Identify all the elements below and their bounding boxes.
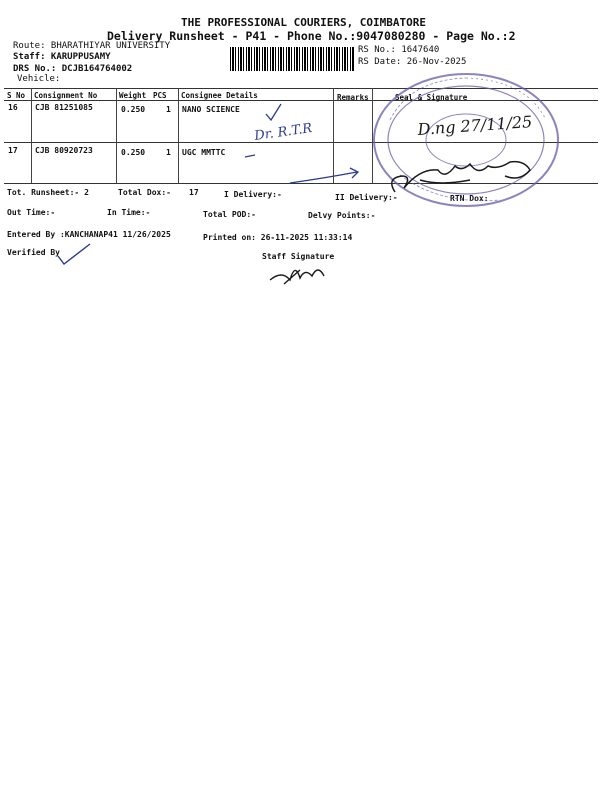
verified-by: Verified By — [7, 248, 60, 257]
row1-signature — [266, 104, 281, 120]
cell-weight: 0.250 — [121, 105, 146, 114]
delvy-points: Delvy Points:- — [308, 211, 376, 220]
rs-date: RS Date: 26-Nov-2025 — [358, 57, 467, 67]
staff-signature-scribble — [270, 270, 324, 284]
in-time: In Time:- — [107, 208, 151, 217]
entered-by: Entered By :KANCHANAP41 11/26/2025 — [7, 230, 171, 239]
printed-on: Printed on: 26-11-2025 11:33:14 — [203, 233, 353, 242]
cell-sno: 16 — [8, 103, 18, 112]
th-consignment: Consignment No — [34, 91, 98, 100]
cell-pcs: 1 — [166, 148, 171, 157]
total-dox-value: 17 — [189, 188, 199, 197]
row1-handwritten-name: Dr. R.T.R — [253, 121, 314, 144]
drs-number: DRS No.: DCJB164764002 — [13, 64, 133, 74]
seal-stamp — [374, 74, 558, 206]
staff-signature-label: Staff Signature — [262, 252, 335, 261]
runsheet-subtitle: Delivery Runsheet - P41 - Phone No.:9047080280 - Page No.:2 — [107, 29, 516, 43]
th-pcs: PCS — [153, 91, 167, 100]
vehicle-text: Vehicle: — [17, 74, 61, 84]
tot-runsheet: Tot. Runsheet:- 2 — [7, 188, 89, 197]
rtn-dox: RTN Dox: — [450, 194, 489, 203]
cell-consignee: UGC MMTTC — [182, 148, 226, 157]
staff-text: Staff: KARUPPUSAMY — [13, 52, 111, 62]
i-delivery: I Delivery:- — [224, 190, 282, 199]
th-weight: Weight — [119, 91, 147, 100]
th-consignee: Consignee Details — [181, 91, 258, 100]
handwritten-date: D.ng 27/11/25 — [416, 112, 533, 139]
row2-marks — [245, 155, 358, 183]
cell-consignment: CJB 81251085 — [35, 103, 93, 112]
cell-sno: 17 — [8, 146, 18, 155]
total-dox-label: Total Dox:- — [118, 188, 171, 197]
out-time: Out Time:- — [7, 208, 56, 217]
th-sno: S No — [7, 91, 26, 100]
cell-consignment: CJB 80920723 — [35, 146, 93, 155]
rs-number: RS No.: 1647640 — [358, 45, 440, 55]
company-title: THE PROFESSIONAL COURIERS, COIMBATORE — [181, 16, 427, 29]
cell-consignee: NANO SCIENCE — [182, 105, 240, 114]
cell-pcs: 1 — [166, 105, 171, 114]
total-pod: Total POD:- — [203, 210, 256, 219]
cell-weight: 0.250 — [121, 148, 146, 157]
route-text: Route: BHARATHIYAR UNIVERSITY — [13, 41, 171, 51]
th-seal-signature: Seal & Signature — [395, 93, 468, 102]
verified-check — [58, 244, 90, 264]
th-remarks: Remarks — [337, 93, 369, 102]
ii-delivery: II Delivery:- — [335, 193, 398, 202]
